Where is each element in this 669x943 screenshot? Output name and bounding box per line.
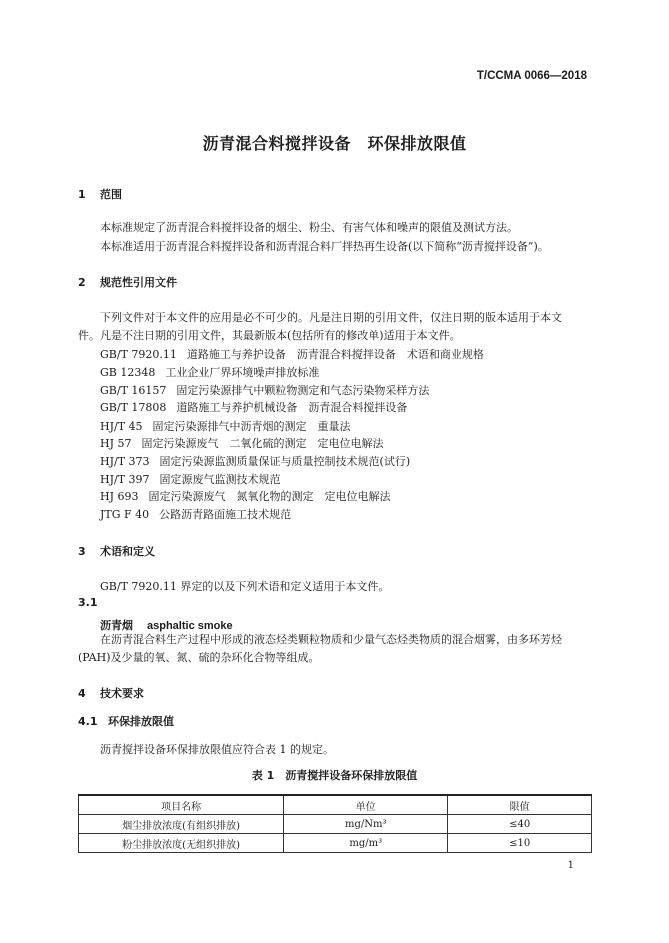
section-title: 规范性引用文件	[100, 276, 177, 289]
section-title: 术语和定义	[100, 545, 155, 558]
column-header: 项目名称	[79, 795, 284, 815]
reference-code: GB/T 7920.11	[100, 348, 177, 361]
section-1-heading	[78, 186, 122, 202]
paragraph: 本标准规定了沥青混合料搅拌设备的烟尘、粉尘、有害气体和噪声的限值及测试方法。	[100, 221, 518, 234]
reference-code: JTG F 40	[100, 508, 150, 521]
section-number: 4	[78, 687, 86, 700]
paragraph: 沥青搅拌设备环保排放限值应符合表 1 的规定。	[100, 743, 334, 756]
section-title: 范围	[100, 188, 122, 201]
reference-item	[100, 471, 281, 487]
reference-item	[100, 418, 351, 434]
table-cell: ≤10	[448, 834, 592, 853]
reference-item	[100, 382, 429, 398]
reference-code: GB/T 16157	[100, 384, 167, 397]
emission-limits-table	[78, 794, 592, 853]
table-cell: mg/Nm³	[284, 815, 448, 834]
reference-title: 固定污染源排气中沥青烟的测定 重量法	[152, 420, 351, 433]
term-english: asphaltic smoke	[147, 620, 233, 632]
paragraph: 在沥青混合料生产过程中形成的液态烃类颗粒物质和少量气态烃类物质的混合烟雾，由多环芳烃	[100, 633, 562, 646]
reference-code: HJ/T 373	[100, 455, 150, 468]
section-title: 技术要求	[100, 687, 144, 700]
reference-title: 公路沥青路面施工技术规范	[159, 508, 292, 521]
reference-code: HJ 57	[100, 437, 132, 450]
reference-title: 道路施工与养护机械设备 沥青混合料搅拌设备	[176, 401, 408, 414]
paragraph: GB/T 7920.11 界定的以及下列术语和定义适用于本文件。	[100, 580, 390, 593]
table-cell: mg/m³	[284, 834, 448, 853]
reference-item	[100, 364, 319, 380]
paragraph: 下列文件对于本文件的应用是必不可少的。凡是注日期的引用文件，仅注日期的版本适用于本文	[100, 311, 562, 324]
subsection-title: 环保排放限值	[108, 715, 174, 728]
paragraph: 件。凡是不注日期的引用文件，其最新版本(包括所有的修改单)适用于本文件。	[78, 329, 461, 342]
reference-item	[100, 453, 410, 469]
table-row	[79, 815, 592, 834]
section-2-heading	[78, 274, 177, 290]
reference-code: HJ 693	[100, 490, 139, 503]
reference-item	[100, 488, 391, 504]
term-chinese: 沥青烟	[100, 619, 133, 632]
section-4-heading	[78, 685, 144, 701]
reference-code: HJ/T 45	[100, 420, 143, 433]
column-header: 限值	[448, 795, 592, 815]
table-cell: 粉尘排放浓度(无组织排放)	[79, 834, 284, 853]
reference-code: HJ/T 397	[100, 473, 150, 486]
table-header-row	[79, 795, 592, 815]
reference-item	[100, 346, 484, 362]
subsection-number: 4.1	[78, 715, 98, 728]
reference-title: 固定源废气监测技术规范	[159, 473, 281, 486]
section-number: 3	[78, 545, 86, 558]
page-number: 1	[567, 860, 574, 871]
reference-title: 道路施工与养护设备 沥青混合料搅拌设备 术语和商业规格	[186, 348, 484, 361]
document-title: 沥青混合料搅拌设备 环保排放限值	[202, 134, 467, 153]
reference-title: 工业企业厂界环境噪声排放标准	[165, 366, 320, 379]
table-caption: 表 1 沥青搅拌设备环保排放限值	[251, 769, 418, 782]
column-header: 单位	[284, 795, 448, 815]
paragraph: (PAH)及少量的氧、氮、硫的杂环化合物等组成。	[78, 651, 320, 664]
reference-title: 固定污染源废气 二氧化硫的测定 定电位电解法	[141, 437, 384, 450]
reference-title: 固定污染源废气 氮氧化物的测定 定电位电解法	[148, 490, 391, 503]
table-row	[79, 834, 592, 853]
standard-code: T/CCMA 0066—2018	[476, 70, 587, 82]
reference-item	[100, 399, 407, 415]
reference-code: GB 12348	[100, 366, 156, 379]
table-cell: 烟尘排放浓度(有组织排放)	[79, 815, 284, 834]
reference-code: GB/T 17808	[100, 401, 167, 414]
term-number: 3.1	[78, 596, 98, 609]
reference-item	[100, 435, 384, 451]
reference-title: 固定污染源监测质量保证与质量控制技术规范(试行)	[159, 455, 411, 468]
table-cell: ≤40	[448, 815, 592, 834]
subsection-4-1-heading	[78, 713, 174, 729]
paragraph: 本标准适用于沥青混合料搅拌设备和沥青混合料厂拌热再生设备(以下简称“沥青搅拌设备”)。	[100, 240, 549, 253]
section-number: 1	[78, 188, 86, 201]
reference-item	[100, 506, 291, 522]
section-number: 2	[78, 276, 86, 289]
section-3-heading	[78, 543, 155, 559]
reference-title: 固定污染源排气中颗粒物测定和气态污染物采样方法	[176, 384, 430, 397]
